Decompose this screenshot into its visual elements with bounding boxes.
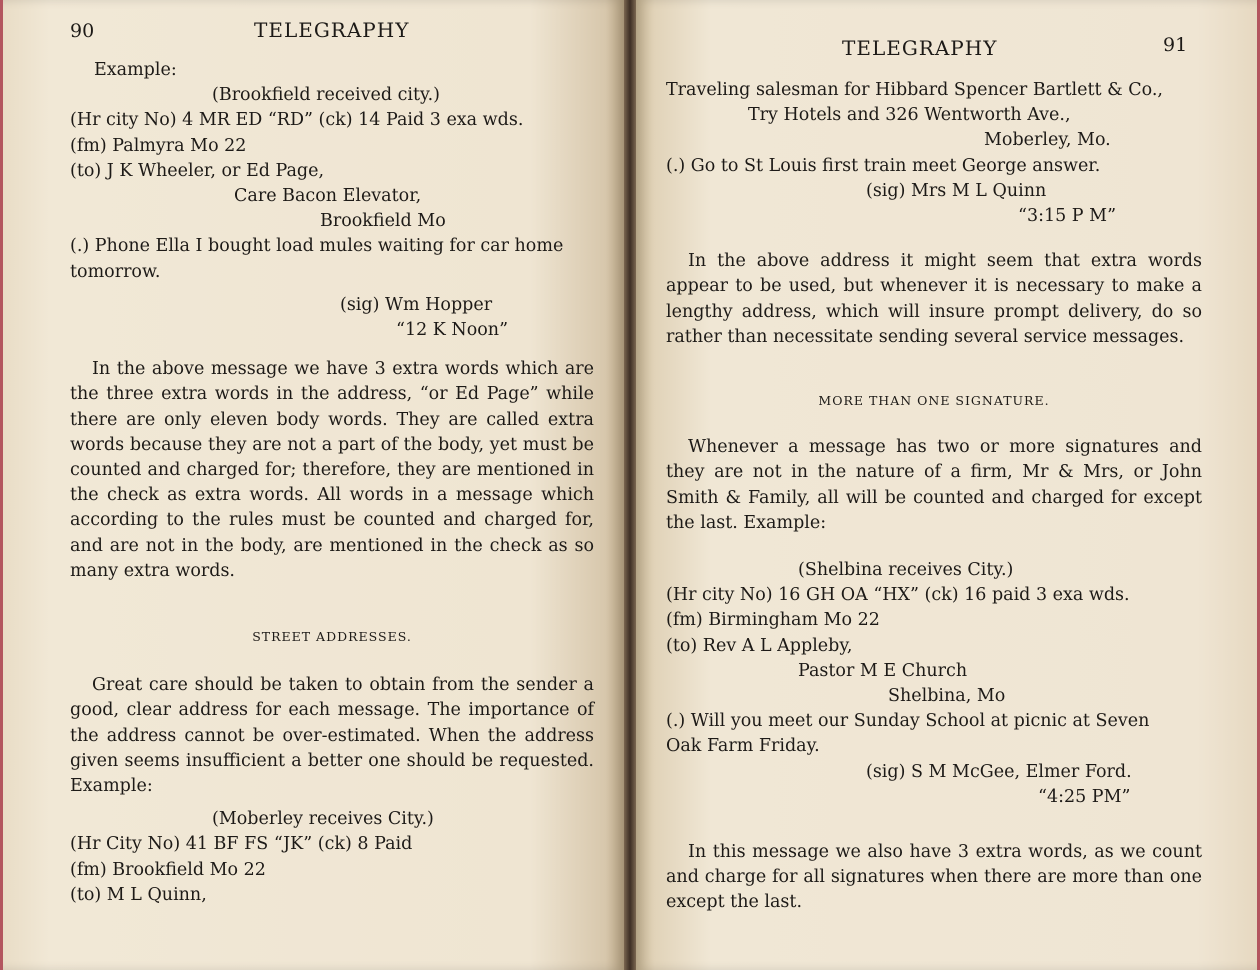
msg3-time: “4:25 PM” <box>1038 786 1131 807</box>
left-running-header: TELEGRAPHY <box>254 18 410 42</box>
right-page <box>636 0 1260 970</box>
msg2-time: “3:15 P M” <box>1018 206 1117 227</box>
msg1-office: (Brookfield received city.) <box>212 85 440 106</box>
msg3-city: Shelbina, Mo <box>888 686 1006 707</box>
msg3-care: Pastor M E Church <box>798 660 968 681</box>
msg1-preamble: (Hr city No) 4 MR ED “RD” (ck) 14 Paid 3 exa wds. <box>70 110 524 131</box>
msg3-body-line1: (.) Will you meet our Sunday School at picnic at Seven <box>666 711 1150 732</box>
example-label: Example: <box>94 60 177 80</box>
msg3-body-line2: Oak Farm Friday. <box>666 736 820 757</box>
right-page-body <box>666 78 1202 916</box>
msg2-from: (fm) Brookfield Mo 22 <box>70 859 266 880</box>
msg1-signature: (sig) Wm Hopper <box>340 294 493 315</box>
msg3-office: (Shelbina receives City.) <box>798 560 1014 581</box>
msg1-body-line1: (.) Phone Ella I bought load mules waiting for car home <box>70 236 564 257</box>
msg1-city: Brookfield Mo <box>320 211 446 232</box>
msg2-preamble: (Hr City No) 41 BF FS “JK” (ck) 8 Paid <box>70 834 413 855</box>
left-paragraph-street-addresses: Great care should be taken to obtain from the sender a good, clear address for each message. The importance of the address cannot be over-estimated. When the address given seems insufficient a better one should be requested. Example: <box>70 675 594 797</box>
msg2-body: (.) Go to St Louis first train meet George answer. <box>666 155 1101 176</box>
msg2-address-line2: Try Hotels and 326 Wentworth Ave., <box>748 105 1071 126</box>
left-page <box>0 0 624 970</box>
right-paragraph-signatures: Whenever a message has two or more signatures and they are not in the nature of a firm, Mr & Mrs, or John Smith & Family, all will be counted and charged for except the last. Example: <box>666 437 1202 533</box>
book-gutter <box>624 0 636 970</box>
section-heading-more-than-one-signature: MORE THAN ONE SIGNATURE. <box>818 393 1050 409</box>
msg2-address-line3: Moberley, Mo. <box>984 130 1111 151</box>
right-paragraph-lengthy-address: In the above address it might seem that extra words appear to be used, but whenever it is necessary to make a lengthy address, which will insure prompt delivery, do so rather than necessitate sending several service messages. <box>666 251 1202 347</box>
msg3-to: (to) Rev A L Appleby, <box>666 635 853 656</box>
msg3-preamble: (Hr city No) 16 GH OA “HX” (ck) 16 paid 3 exa wds. <box>666 585 1130 606</box>
msg2-signature: (sig) Mrs M L Quinn <box>866 180 1047 201</box>
section-heading-street-addresses: STREET ADDRESSES. <box>252 629 412 645</box>
right-running-header: TELEGRAPHY <box>842 36 998 60</box>
msg3-signature: (sig) S M McGee, Elmer Ford. <box>866 761 1132 782</box>
right-paragraph-extra-words-signatures: In this message we also have 3 extra words, as we count and charge for all signatures when there are more than one except the last. <box>666 842 1202 913</box>
msg2-address-line1: Traveling salesman for Hibbard Spencer Bartlett & Co., <box>666 80 1163 100</box>
msg2-office: (Moberley receives City.) <box>212 809 434 830</box>
msg3-from: (fm) Birmingham Mo 22 <box>666 610 880 631</box>
left-page-number: 90 <box>70 20 95 42</box>
page-edge-left <box>0 0 3 970</box>
msg1-body-line2: tomorrow. <box>70 261 161 282</box>
right-page-number: 91 <box>1163 34 1188 56</box>
msg2-to: (to) M L Quinn, <box>70 884 207 905</box>
msg1-from: (fm) Palmyra Mo 22 <box>70 135 247 156</box>
msg1-time: “12 K Noon” <box>396 320 509 341</box>
left-page-body <box>70 58 594 908</box>
left-paragraph-extra-words: In the above message we have 3 extra words which are the three extra words in the address, “or Ed Page” while there are only eleven body words. They are called extra words because they are not a part of the body, yet must be counted and charged for; therefore, they are mentioned in the check as extra words. All words in a message which according to the rules must be counted and charged for, and are not in the body, are mentioned in the check as so many extra words. <box>70 359 594 581</box>
msg1-care: Care Bacon Elevator, <box>234 186 422 207</box>
msg1-to: (to) J K Wheeler, or Ed Page, <box>70 160 325 181</box>
